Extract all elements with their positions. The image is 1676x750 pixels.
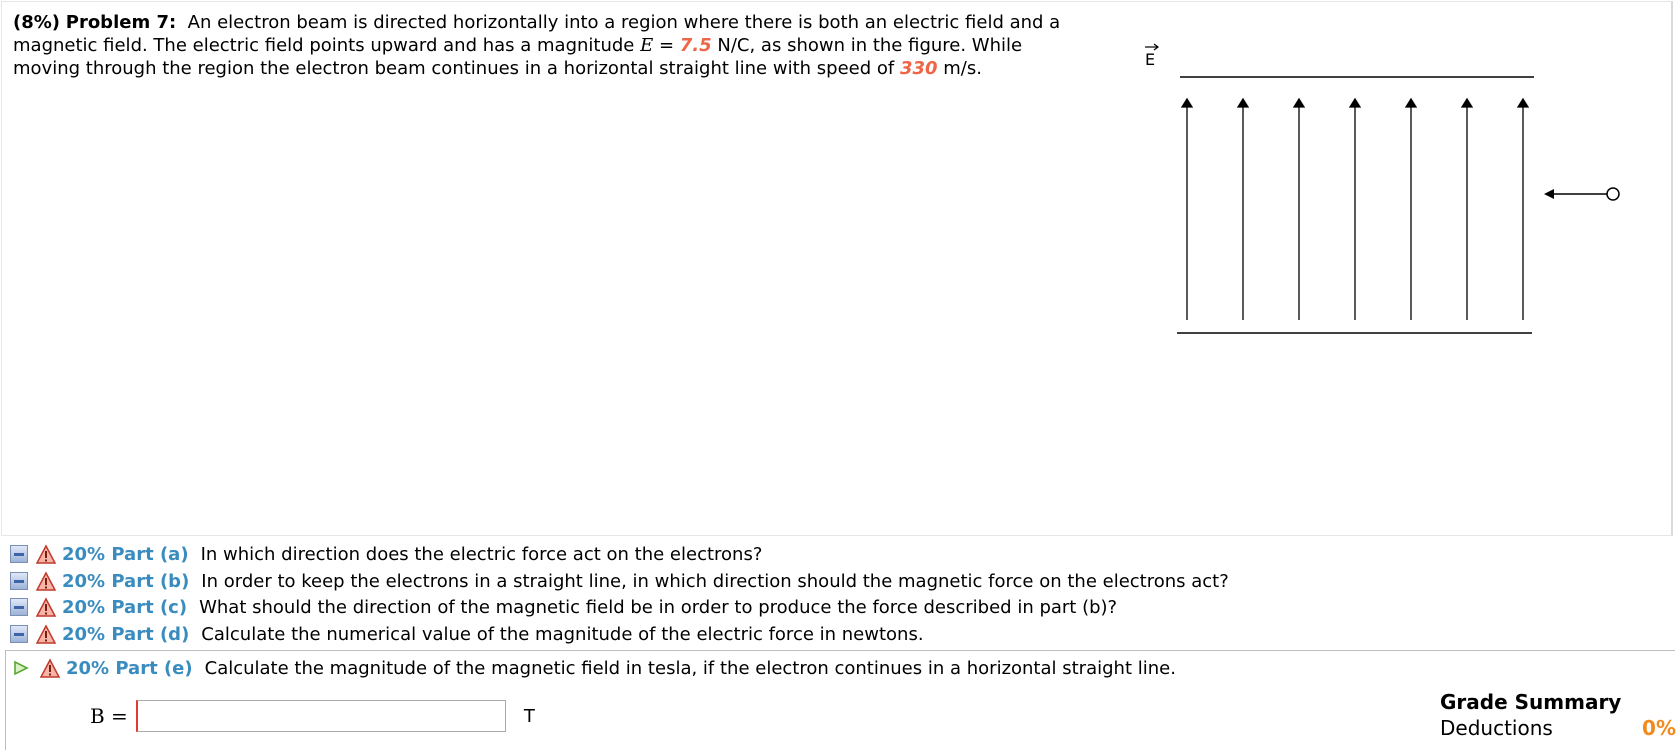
answer-unit: T <box>523 705 535 727</box>
part-a-row[interactable] <box>10 542 762 566</box>
active-part-divider <box>5 650 1675 651</box>
deductions-value: 0% <box>1642 716 1676 740</box>
deductions-row <box>1440 714 1676 742</box>
electron-velocity-arrow <box>1544 188 1619 200</box>
deductions-label: Deductions <box>1440 716 1553 740</box>
collapsed-status-icon[interactable] <box>10 598 28 616</box>
grade-summary <box>1440 690 1676 742</box>
electron <box>1607 188 1619 200</box>
problem-title: Problem 7: <box>65 12 177 33</box>
field-figure <box>1145 37 1622 347</box>
answer-input[interactable] <box>136 700 506 732</box>
answer-label: B = <box>90 704 128 728</box>
problem-weight: (8%) <box>13 12 61 33</box>
grade-summary-title: Grade Summary <box>1440 690 1622 714</box>
problem-statement <box>13 11 1063 80</box>
active-part-border <box>5 650 6 750</box>
part-e-row[interactable] <box>12 656 1176 680</box>
equals-sign: = <box>653 35 680 56</box>
collapsed-status-icon[interactable] <box>10 572 28 590</box>
part-b-label[interactable]: 20% Part (b) <box>62 570 190 592</box>
svg-text:E: E <box>1145 50 1156 69</box>
part-a-label[interactable]: 20% Part (a) <box>62 543 189 565</box>
part-d-label[interactable]: 20% Part (d) <box>62 623 190 645</box>
field-lines <box>1182 99 1528 320</box>
e-value: 7.5 <box>679 35 712 56</box>
warning-icon <box>36 625 56 644</box>
part-c-label[interactable]: 20% Part (c) <box>62 596 188 618</box>
part-b-question: In order to keep the electrons in a straight line, in which direction should the magnetic force on the electrons act? <box>201 570 1229 592</box>
variable-e: E <box>640 35 654 56</box>
answer-area <box>90 700 535 732</box>
problem-text-1: An electron beam is directed horizontally into a region where there is both an electric field and a magnetic field. The electric field points upward and has a magnitude <box>13 12 1061 56</box>
part-e-label[interactable]: 20% Part (e) <box>66 657 193 679</box>
part-d-row[interactable] <box>10 622 924 646</box>
part-c-row[interactable] <box>10 595 1117 619</box>
part-a-question: In which direction does the electric force act on the electrons? <box>200 543 763 565</box>
part-d-question: Calculate the numerical value of the magnitude of the electric force in newtons. <box>201 623 924 645</box>
e-field-label <box>1145 44 1158 69</box>
part-e-question: Calculate the magnitude of the magnetic field in tesla, if the electron continues in a horizontal straight line. <box>204 657 1176 679</box>
collapsed-status-icon[interactable] <box>10 625 28 643</box>
problem-text-2: N/C, as shown in the figure. While moving through the region the electron beam continues in a horizontal straight line with speed of <box>13 35 1023 79</box>
speed-value: 330 <box>899 58 938 79</box>
problem-text-3: m/s. <box>937 58 982 79</box>
warning-icon <box>36 572 56 591</box>
problem-panel <box>1 1 1673 536</box>
warning-icon <box>36 598 56 617</box>
play-triangle-icon[interactable] <box>12 659 30 677</box>
warning-icon <box>36 545 56 564</box>
part-b-row[interactable] <box>10 569 1229 593</box>
collapsed-status-icon[interactable] <box>10 545 28 563</box>
part-c-question: What should the direction of the magnetic field be in order to produce the force described in part (b)? <box>199 596 1118 618</box>
warning-icon <box>40 659 60 678</box>
